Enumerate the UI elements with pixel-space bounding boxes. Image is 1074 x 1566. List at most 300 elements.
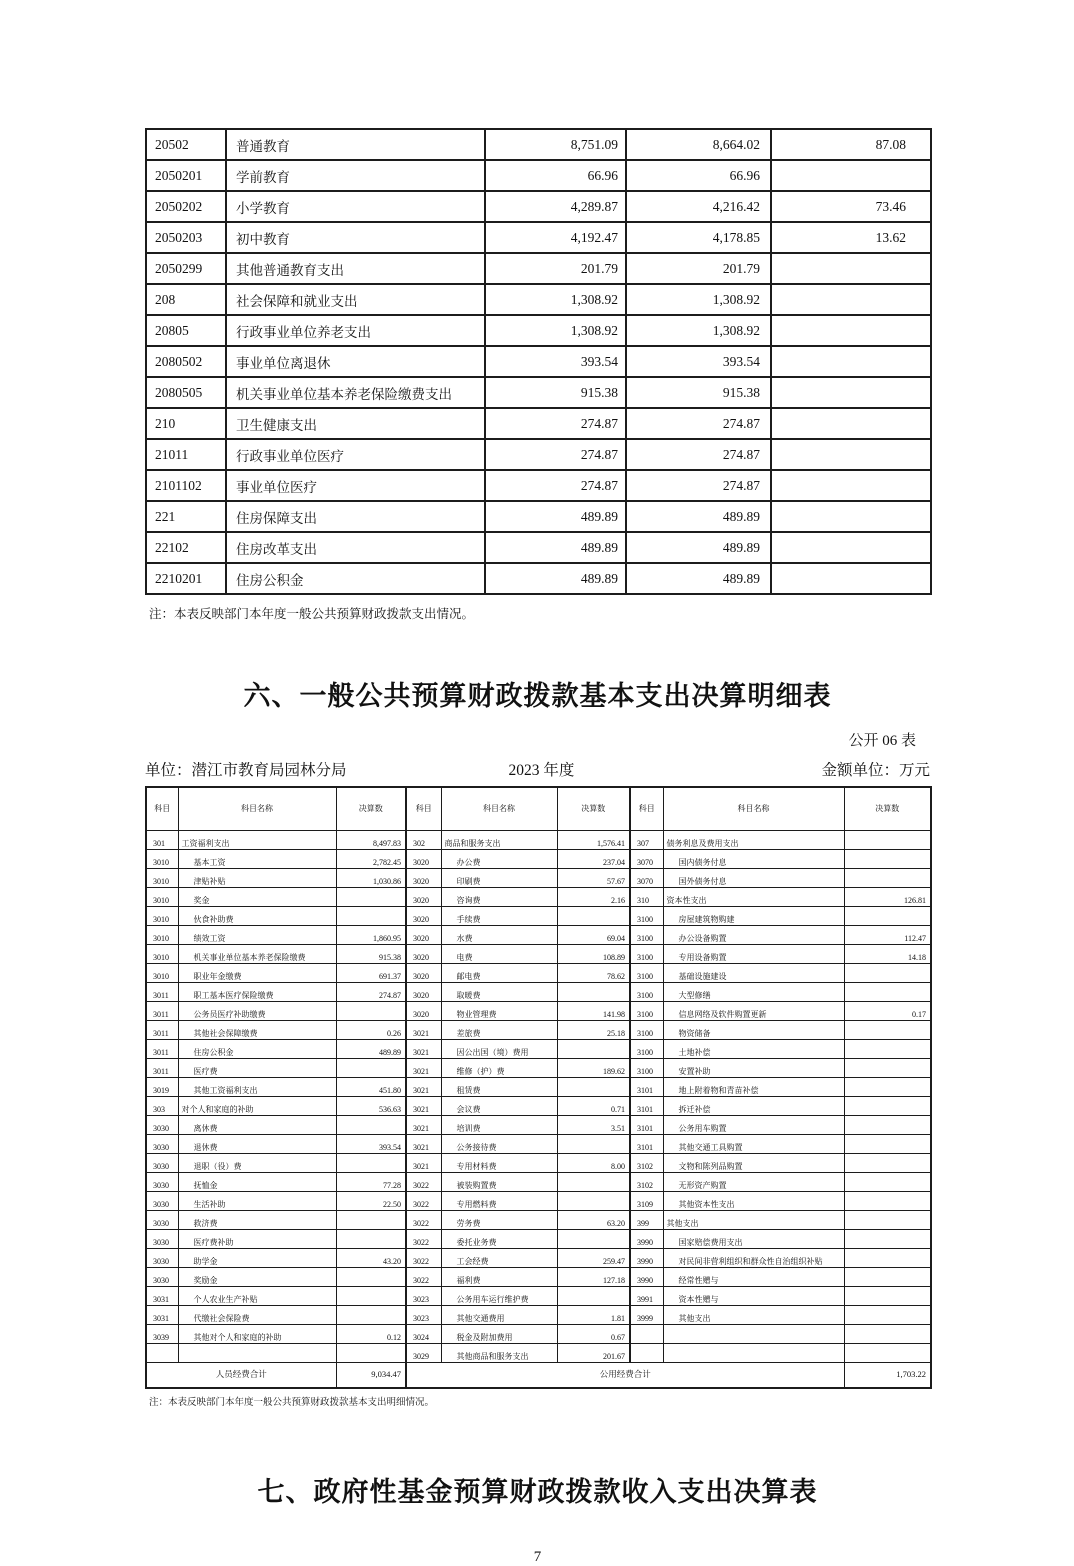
subject-name-cell: 商品和服务支出 [441,831,557,850]
amount-cell [844,1078,931,1097]
amount-cell: 274.87 [626,408,771,439]
subject-code-cell: 3010 [146,907,178,926]
amount-cell: 77.28 [336,1173,406,1192]
subject-code-cell: 3011 [146,1021,178,1040]
amount-cell [557,1173,630,1192]
amount-cell: 127.18 [557,1268,630,1287]
amount-cell [771,439,931,470]
amount-cell [771,284,931,315]
amount-cell [557,1230,630,1249]
subject-code-cell: 3030 [146,1135,178,1154]
subject-code-cell: 3021 [406,1059,441,1078]
table-row [146,1154,931,1173]
subject-code-cell: 3020 [406,964,441,983]
subject-name-cell: 其他交通工具购置 [663,1135,844,1154]
subject-code-cell: 3011 [146,1002,178,1021]
table-row [146,129,931,160]
amount-cell [844,964,931,983]
amount-cell [557,1078,630,1097]
amount-cell: 0.17 [844,1002,931,1021]
amount-cell [336,1287,406,1306]
subject-name-cell: 信息网络及软件购置更新 [663,1002,844,1021]
subject-code-cell: 21011 [146,439,226,470]
amount-cell: 274.87 [626,470,771,501]
subject-name-cell: 办公费 [441,850,557,869]
subject-name-cell: 工会经费 [441,1249,557,1268]
subject-code-cell: 3999 [630,1306,663,1325]
subject-name-cell: 其他资本性支出 [663,1192,844,1211]
subject-code-cell: 2050299 [146,253,226,284]
amount-cell: 489.89 [485,563,626,594]
header-row [146,787,931,831]
table-row [146,1230,931,1249]
amount-cell: 73.46 [771,191,931,222]
subject-code-cell: 3021 [406,1135,441,1154]
subject-name-cell: 委托业务费 [441,1230,557,1249]
fiscal-year-label: 2023 年度 [508,762,575,779]
amount-cell [844,869,931,888]
subject-name-cell: 职工基本医疗保险缴费 [178,983,336,1002]
amount-cell: 489.89 [485,532,626,563]
table-row [146,1325,931,1344]
subject-code-cell: 3020 [406,1002,441,1021]
amount-cell: 22.50 [336,1192,406,1211]
subject-name-cell: 行政事业单位养老支出 [226,315,485,346]
amount-cell: 25.18 [557,1021,630,1040]
subject-code-cell: 3070 [630,850,663,869]
basic-expenditure-detail-table [145,786,932,1389]
subject-code-cell: 3101 [630,1135,663,1154]
subject-name-cell: 租赁费 [441,1078,557,1097]
subject-code-cell: 399 [630,1211,663,1230]
amount-cell: 1,308.92 [626,284,771,315]
subject-code-cell: 22102 [146,532,226,563]
subject-name-cell: 住房公积金 [226,563,485,594]
table-row [146,1059,931,1078]
amount-cell: 112.47 [844,926,931,945]
subject-name-cell: 文物和陈列品购置 [663,1154,844,1173]
table-row [146,470,931,501]
amount-cell: 1,576.41 [557,831,630,850]
subject-code-cell: 3022 [406,1249,441,1268]
amount-cell [336,907,406,926]
table-row [146,1249,931,1268]
subject-code-cell: 3030 [146,1211,178,1230]
subject-name-cell: 行政事业单位医疗 [226,439,485,470]
amount-cell: 536.63 [336,1097,406,1116]
subject-code-cell: 20805 [146,315,226,346]
subject-code-cell: 3031 [146,1287,178,1306]
subject-name-cell: 离休费 [178,1116,336,1135]
table-row [146,1021,931,1040]
subject-code-cell: 2210201 [146,563,226,594]
amount-cell: 3.51 [557,1116,630,1135]
subject-name-cell: 公务用车运行维护费 [441,1287,557,1306]
subject-code-cell: 3990 [630,1230,663,1249]
public-funds-total-label: 公用经费合计 [406,1363,844,1389]
amount-cell [336,1059,406,1078]
subject-code-cell: 3100 [630,945,663,964]
amount-cell: 78.62 [557,964,630,983]
table-row [146,160,931,191]
public-funds-total-value: 1,703.22 [844,1363,931,1389]
amount-cell [844,1325,931,1344]
subject-code-cell: 310 [630,888,663,907]
subject-name-cell: 机关事业单位基本养老保险缴费 [178,945,336,964]
amount-cell: 4,289.87 [485,191,626,222]
subject-name-cell: 大型修缮 [663,983,844,1002]
amount-cell [336,1002,406,1021]
amount-cell [771,408,931,439]
table-row [146,1135,931,1154]
subject-name-cell: 事业单位医疗 [226,470,485,501]
subject-code-cell [630,1344,663,1363]
subject-code-cell: 3100 [630,1040,663,1059]
table-row [146,907,931,926]
section7-title: 七、政府性基金预算财政拨款收入支出决算表 [257,1477,818,1507]
subject-code-cell: 3020 [406,945,441,964]
column-header: 决算数 [336,787,406,831]
subject-code-cell: 3100 [630,926,663,945]
subject-name-cell: 地上附着物和青苗补偿 [663,1078,844,1097]
subject-code-cell: 3022 [406,1192,441,1211]
table-row [146,315,931,346]
subject-code-cell: 3021 [406,1116,441,1135]
amount-cell: 1,308.92 [485,315,626,346]
amount-cell [336,1230,406,1249]
amount-cell: 8,497.83 [336,831,406,850]
subject-name-cell: 抚恤金 [178,1173,336,1192]
amount-cell: 451.80 [336,1078,406,1097]
amount-cell [844,907,931,926]
subject-name-cell: 基础设施建设 [663,964,844,983]
table6-note: 注：本表反映部门本年度一般公共预算财政拨款基本支出明细情况。 [149,1398,435,1408]
totals-row [146,1363,931,1389]
amount-cell: 201.79 [626,253,771,284]
subject-name-cell: 津贴补贴 [178,869,336,888]
subject-name-cell: 医疗费 [178,1059,336,1078]
subject-code-cell: 3011 [146,983,178,1002]
subject-name-cell: 专用燃料费 [441,1192,557,1211]
subject-code-cell: 3039 [146,1325,178,1344]
amount-cell [844,1040,931,1059]
subject-code-cell: 20502 [146,129,226,160]
amount-cell [844,1116,931,1135]
amount-cell [336,1116,406,1135]
subject-code-cell: 3021 [406,1097,441,1116]
subject-name-cell: 国内债务付息 [663,850,844,869]
subject-code-cell: 3100 [630,1059,663,1078]
amount-cell: 915.38 [626,377,771,408]
subject-name-cell: 普通教育 [226,129,485,160]
amount-cell: 237.04 [557,850,630,869]
amount-cell [844,1173,931,1192]
subject-name-cell: 退职（役）费 [178,1154,336,1173]
subject-code-cell: 3010 [146,945,178,964]
subject-code-cell: 3021 [406,1154,441,1173]
subject-name-cell: 取暖费 [441,983,557,1002]
amount-cell: 0.12 [336,1325,406,1344]
amount-cell: 1,860.95 [336,926,406,945]
subject-code-cell: 3020 [406,926,441,945]
amount-cell: 2.16 [557,888,630,907]
section6-title: 六、一般公共预算财政拨款基本支出决算明细表 [243,681,832,711]
subject-code-cell: 3030 [146,1173,178,1192]
unit-label: 单位：潜江市教育局园林分局 [145,762,347,779]
amount-cell [771,563,931,594]
subject-name-cell: 被装购置费 [441,1173,557,1192]
amount-cell: 274.87 [485,439,626,470]
subject-name-cell: 专用设备购置 [663,945,844,964]
amount-cell: 126.81 [844,888,931,907]
subject-code-cell: 302 [406,831,441,850]
subject-code-cell: 3102 [630,1154,663,1173]
amount-cell: 108.89 [557,945,630,964]
subject-code-cell: 2101102 [146,470,226,501]
subject-code-cell: 3022 [406,1230,441,1249]
subject-name-cell: 差旅费 [441,1021,557,1040]
amount-cell [557,1287,630,1306]
subject-name-cell [663,1325,844,1344]
subject-name-cell: 水费 [441,926,557,945]
amount-cell [557,1192,630,1211]
amount-cell: 14.18 [844,945,931,964]
subject-name-cell: 其他社会保障缴费 [178,1021,336,1040]
subject-name-cell: 物资储备 [663,1021,844,1040]
table-row [146,1268,931,1287]
column-header: 决算数 [844,787,931,831]
amount-cell [844,1268,931,1287]
subject-code-cell: 3101 [630,1078,663,1097]
subject-name-cell: 住房改革支出 [226,532,485,563]
amount-cell [336,1154,406,1173]
subject-code-cell: 3023 [406,1306,441,1325]
subject-name-cell: 邮电费 [441,964,557,983]
amount-cell: 1,308.92 [626,315,771,346]
basic-expenditure-detail-body [146,831,931,1363]
amount-cell [844,1344,931,1363]
subject-name-cell: 公务员医疗补助缴费 [178,1002,336,1021]
amount-unit-label: 金额单位：万元 [821,762,930,779]
amount-cell: 489.89 [485,501,626,532]
subject-name-cell: 其他对个人和家庭的补助 [178,1325,336,1344]
subject-name-cell: 对个人和家庭的补助 [178,1097,336,1116]
amount-cell [844,831,931,850]
amount-cell [336,1344,406,1363]
amount-cell [844,1021,931,1040]
amount-cell [557,907,630,926]
amount-cell [844,983,931,1002]
subject-code-cell: 3101 [630,1097,663,1116]
subject-name-cell: 其他交通费用 [441,1306,557,1325]
subject-name-cell: 社会保障和就业支出 [226,284,485,315]
subject-code-cell: 2050202 [146,191,226,222]
table-row [146,1002,931,1021]
amount-cell: 57.67 [557,869,630,888]
subject-code-cell [630,1325,663,1344]
subject-code-cell: 221 [146,501,226,532]
amount-cell [557,1135,630,1154]
subject-name-cell: 其他支出 [663,1306,844,1325]
subject-code-cell: 2080505 [146,377,226,408]
subject-code-cell: 3029 [406,1344,441,1363]
amount-cell: 8.00 [557,1154,630,1173]
subject-code-cell: 3020 [406,888,441,907]
subject-name-cell: 初中教育 [226,222,485,253]
subject-name-cell: 奖励金 [178,1268,336,1287]
table-row [146,1306,931,1325]
subject-code-cell: 3991 [630,1287,663,1306]
subject-code-cell: 303 [146,1097,178,1116]
subject-code-cell: 3023 [406,1287,441,1306]
amount-cell: 4,192.47 [485,222,626,253]
amount-cell: 489.89 [626,563,771,594]
personnel-total-value: 9,034.47 [336,1363,406,1389]
amount-cell [336,1306,406,1325]
subject-code-cell: 210 [146,408,226,439]
basic-expenditure-detail-header [146,787,931,831]
amount-cell: 915.38 [336,945,406,964]
amount-cell: 393.54 [626,346,771,377]
subject-name-cell: 咨询费 [441,888,557,907]
amount-cell: 915.38 [485,377,626,408]
subject-code-cell: 3020 [406,907,441,926]
subject-name-cell: 住房公积金 [178,1040,336,1059]
amount-cell: 189.62 [557,1059,630,1078]
subject-code-cell: 3990 [630,1249,663,1268]
amount-cell: 489.89 [626,501,771,532]
table-row [146,926,931,945]
amount-cell: 4,178.85 [626,222,771,253]
subject-name-cell: 资本性赠与 [663,1287,844,1306]
table-row [146,563,931,594]
subject-code-cell: 3010 [146,888,178,907]
subject-code-cell: 3021 [406,1078,441,1097]
amount-cell [771,315,931,346]
subject-code-cell: 3030 [146,1154,178,1173]
table-row [146,222,931,253]
table-row [146,408,931,439]
column-header: 科目名称 [663,787,844,831]
subject-code-cell: 3030 [146,1116,178,1135]
table-row [146,869,931,888]
subject-name-cell: 办公设备购置 [663,926,844,945]
amount-cell: 13.62 [771,222,931,253]
subject-code-cell: 3109 [630,1192,663,1211]
amount-cell: 66.96 [626,160,771,191]
general-budget-expenditure-table [145,128,932,595]
amount-cell: 393.54 [336,1135,406,1154]
subject-name-cell: 个人农业生产补贴 [178,1287,336,1306]
amount-cell [771,470,931,501]
subject-name-cell: 助学金 [178,1249,336,1268]
amount-cell [844,1287,931,1306]
subject-code-cell: 3070 [630,869,663,888]
amount-cell: 274.87 [485,408,626,439]
table-row [146,253,931,284]
subject-code-cell: 3010 [146,850,178,869]
table-row [146,191,931,222]
table-row [146,964,931,983]
subject-code-cell: 3100 [630,907,663,926]
amount-cell: 63.20 [557,1211,630,1230]
subject-code-cell: 307 [630,831,663,850]
subject-code-cell: 3030 [146,1268,178,1287]
amount-cell [844,1211,931,1230]
amount-cell: 66.96 [485,160,626,191]
subject-name-cell: 其他工资福利支出 [178,1078,336,1097]
table-row [146,1173,931,1192]
subject-name-cell: 劳务费 [441,1211,557,1230]
subject-code-cell: 3024 [406,1325,441,1344]
amount-cell [771,346,931,377]
table-row [146,1287,931,1306]
subject-name-cell: 专用材料费 [441,1154,557,1173]
subject-code-cell: 3011 [146,1040,178,1059]
amount-cell: 489.89 [336,1040,406,1059]
subject-name-cell [178,1344,336,1363]
table-row [146,1040,931,1059]
subject-code-cell: 3030 [146,1230,178,1249]
amount-cell: 274.87 [485,470,626,501]
amount-cell: 69.04 [557,926,630,945]
subject-name-cell: 救济费 [178,1211,336,1230]
column-header: 科目名称 [178,787,336,831]
table-row [146,945,931,964]
subject-name-cell: 绩效工资 [178,926,336,945]
subject-code-cell: 3030 [146,1192,178,1211]
subject-name-cell: 维修（护）费 [441,1059,557,1078]
subject-code-cell: 3100 [630,983,663,1002]
column-header: 决算数 [557,787,630,831]
page-number: 7 [533,1549,542,1565]
subject-name-cell: 资本性支出 [663,888,844,907]
subject-name-cell: 对民间非营利组织和群众性自治组织补贴 [663,1249,844,1268]
subject-code-cell: 2080502 [146,346,226,377]
personnel-total-label: 人员经费合计 [146,1363,336,1389]
amount-cell [844,1154,931,1173]
subject-name-cell: 拆迁补偿 [663,1097,844,1116]
subject-name-cell: 事业单位离退休 [226,346,485,377]
subject-name-cell: 基本工资 [178,850,336,869]
subject-name-cell: 职业年金缴费 [178,964,336,983]
amount-cell [771,377,931,408]
subject-name-cell: 房屋建筑物购建 [663,907,844,926]
subject-name-cell: 会议费 [441,1097,557,1116]
subject-name-cell: 债务利息及费用支出 [663,831,844,850]
subject-name-cell: 退休费 [178,1135,336,1154]
amount-cell: 489.89 [626,532,771,563]
table-row [146,831,931,850]
subject-code-cell: 3101 [630,1116,663,1135]
amount-cell: 4,216.42 [626,191,771,222]
subject-code-cell: 3100 [630,1002,663,1021]
amount-cell [771,532,931,563]
amount-cell: 0.26 [336,1021,406,1040]
subject-name-cell: 土地补偿 [663,1040,844,1059]
subject-code-cell: 3100 [630,1021,663,1040]
subject-name-cell: 安置补助 [663,1059,844,1078]
subject-name-cell: 伙食补助费 [178,907,336,926]
subject-code-cell: 3030 [146,1249,178,1268]
subject-code-cell: 2050201 [146,160,226,191]
table5-note: 注：本表反映部门本年度一般公共预算财政拨款支出情况。 [149,607,475,621]
subject-code-cell: 3990 [630,1268,663,1287]
subject-name-cell: 卫生健康支出 [226,408,485,439]
subject-code-cell: 3010 [146,926,178,945]
subject-name-cell: 代缴社会保险费 [178,1306,336,1325]
table-row [146,1344,931,1363]
